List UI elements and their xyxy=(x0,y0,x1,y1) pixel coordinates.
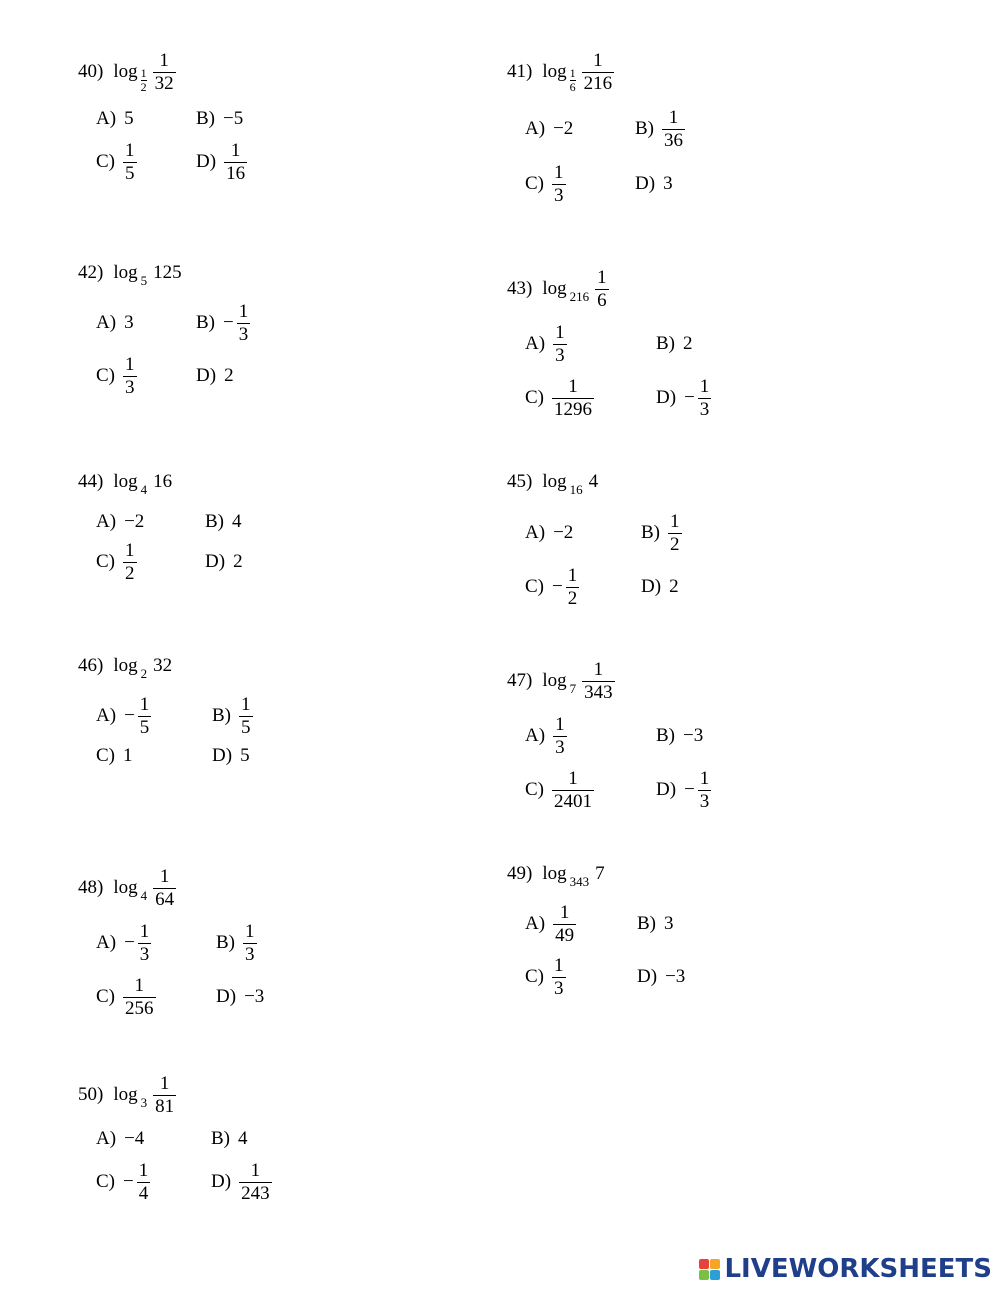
question-number: 47) xyxy=(507,670,533,691)
log-base: 5 xyxy=(140,273,148,288)
option-d[interactable]: D) −3 xyxy=(637,966,686,987)
option-d[interactable]: D) 2 xyxy=(641,576,679,597)
log-base: 7 xyxy=(569,681,577,696)
question-number: 44) xyxy=(78,471,104,492)
log-base: 216 xyxy=(569,289,590,304)
log-expression: log 1 2 $\frac{1}{32}$ xyxy=(113,49,174,94)
option-a[interactable]: A) 3 xyxy=(96,312,134,333)
logo-square-blue xyxy=(710,1270,720,1280)
option-a[interactable]: A) −2 xyxy=(525,522,574,543)
log-argument: 7 xyxy=(595,863,605,884)
problem-40 xyxy=(78,45,247,185)
liveworksheets-logo xyxy=(699,1254,992,1284)
question-number: 41) xyxy=(507,61,533,82)
option-d[interactable]: D) 5 xyxy=(212,745,250,766)
log-expression: log 216 $\frac{1}{6}$ xyxy=(542,266,607,311)
logo-squares-icon xyxy=(699,1259,720,1280)
option-b[interactable]: B) $\frac{1}{36}$ xyxy=(635,106,683,151)
problem-49 xyxy=(507,849,685,1005)
option-a[interactable]: A) $\frac{1}{3}$ xyxy=(525,713,565,758)
option-d[interactable]: D) 2 xyxy=(196,365,234,386)
option-d[interactable]: D) 2 xyxy=(205,551,243,572)
log-expression: log 5 125 xyxy=(113,262,182,288)
problem-47 xyxy=(507,654,711,816)
logo-text: LIVEWORKSHEETS xyxy=(724,1254,992,1284)
problem-45 xyxy=(507,457,682,615)
option-c[interactable]: C) − $\frac{1}{4}$ xyxy=(96,1159,149,1204)
option-b[interactable]: B) $\frac{1}{5}$ xyxy=(212,693,251,738)
option-c[interactable]: C) $\frac{1}{256}$ xyxy=(96,974,154,1019)
option-b[interactable]: B) −5 xyxy=(196,108,244,129)
option-d[interactable]: D) − $\frac{1}{3}$ xyxy=(656,767,710,812)
log-expression: log 4 $\frac{1}{64}$ xyxy=(113,865,175,910)
question-number: 48) xyxy=(78,877,104,898)
log-argument: $\frac{1}{81}$ xyxy=(155,1072,175,1117)
log-expression: log 343 7 xyxy=(542,863,605,889)
option-b[interactable]: B) 3 xyxy=(637,913,674,934)
option-a[interactable]: A) $\frac{1}{49}$ xyxy=(525,901,575,946)
option-a[interactable]: A) − $\frac{1}{3}$ xyxy=(96,920,150,965)
log-expression: log 3 $\frac{1}{81}$ xyxy=(113,1072,175,1117)
log-argument: $\frac{1}{64}$ xyxy=(155,865,175,910)
option-c[interactable]: C) $\frac{1}{3}$ xyxy=(525,161,564,206)
option-c[interactable]: C) $\frac{1}{2}$ xyxy=(96,539,135,584)
option-c[interactable]: C) $\frac{1}{5}$ xyxy=(96,139,135,184)
question-number: 46) xyxy=(78,655,104,676)
log-base: 4 xyxy=(140,888,148,903)
question-number: 42) xyxy=(78,262,104,283)
logo-square-green xyxy=(699,1270,709,1280)
option-a[interactable]: A) −2 xyxy=(525,118,574,139)
question-number: 40) xyxy=(78,61,104,82)
option-d[interactable]: D) 3 xyxy=(635,173,673,194)
log-argument: 4 xyxy=(588,471,599,492)
log-argument: 125 xyxy=(153,262,182,283)
option-b[interactable]: B) $\frac{1}{2}$ xyxy=(641,510,680,555)
logo-square-red xyxy=(699,1259,709,1269)
question-number: 45) xyxy=(507,471,533,492)
option-d[interactable]: D) $\frac{1}{243}$ xyxy=(211,1159,270,1204)
log-argument: 32 xyxy=(153,655,173,676)
problem-48 xyxy=(78,861,264,1023)
log-argument: $\frac{1}{32}$ xyxy=(154,49,174,94)
option-a[interactable]: A) − $\frac{1}{5}$ xyxy=(96,693,150,738)
log-argument: $\frac{1}{343}$ xyxy=(584,658,613,703)
problem-42 xyxy=(78,248,250,404)
log-expression: log 16 4 xyxy=(542,471,599,497)
log-base: 343 xyxy=(569,874,590,889)
option-c[interactable]: C) $\frac{1}{1296}$ xyxy=(525,375,592,420)
option-a[interactable]: A) 5 xyxy=(96,108,134,129)
option-c[interactable]: C) − $\frac{1}{2}$ xyxy=(525,564,578,609)
log-base: 1 2 xyxy=(140,65,147,94)
option-b[interactable]: B) 2 xyxy=(656,333,693,354)
log-expression: log 1 6 $\frac{1}{216}$ xyxy=(542,49,613,94)
log-expression: log 7 $\frac{1}{343}$ xyxy=(542,658,613,703)
option-a[interactable]: A) −4 xyxy=(96,1128,145,1149)
log-expression: log 4 16 xyxy=(113,471,173,497)
log-base: 16 xyxy=(569,482,583,497)
problem-44 xyxy=(78,457,243,587)
log-expression: log 2 32 xyxy=(113,655,173,681)
option-d[interactable]: D) $\frac{1}{16}$ xyxy=(196,139,246,184)
problem-41 xyxy=(507,45,685,209)
problem-43 xyxy=(507,262,711,424)
log-argument: $\frac{1}{216}$ xyxy=(583,49,613,94)
option-a[interactable]: A) $\frac{1}{3}$ xyxy=(525,321,565,366)
option-c[interactable]: C) $\frac{1}{3}$ xyxy=(525,954,564,999)
option-b[interactable]: B) − $\frac{1}{3}$ xyxy=(196,300,249,345)
log-argument: $\frac{1}{6}$ xyxy=(597,266,607,311)
question-number: 43) xyxy=(507,278,533,299)
option-b[interactable]: B) $\frac{1}{3}$ xyxy=(216,920,255,965)
problem-46 xyxy=(78,641,253,771)
log-base: 3 xyxy=(140,1095,148,1110)
option-d[interactable]: D) − $\frac{1}{3}$ xyxy=(656,375,710,420)
problem-50 xyxy=(78,1068,272,1208)
option-c[interactable]: C) $\frac{1}{2401}$ xyxy=(525,767,592,812)
log-base: 2 xyxy=(140,666,148,681)
log-argument: 16 xyxy=(153,471,173,492)
question-number: 50) xyxy=(78,1084,104,1105)
option-b[interactable]: B) 4 xyxy=(211,1128,248,1149)
option-d[interactable]: D) −3 xyxy=(216,986,265,1007)
option-c[interactable]: C) $\frac{1}{3}$ xyxy=(96,353,135,398)
log-base: 4 xyxy=(140,482,148,497)
option-c[interactable]: C) 1 xyxy=(96,745,133,766)
question-number: 49) xyxy=(507,863,533,884)
option-b[interactable]: B) −3 xyxy=(656,725,704,746)
log-base: 1 6 xyxy=(569,65,576,94)
option-a[interactable]: A) −2 xyxy=(96,511,145,532)
logo-square-orange xyxy=(710,1259,720,1269)
option-b[interactable]: B) 4 xyxy=(205,511,242,532)
